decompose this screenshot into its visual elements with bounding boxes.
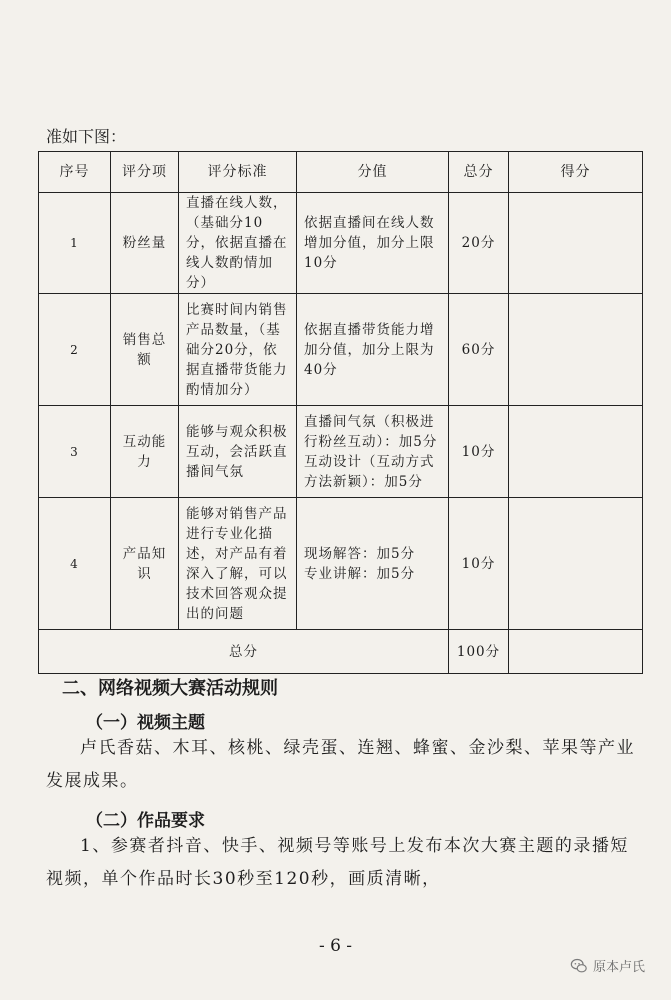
row-no: 4 <box>39 498 111 630</box>
row-no: 1 <box>39 193 111 294</box>
header-cell-score: 得分 <box>509 152 643 193</box>
row-total: 10分 <box>449 406 509 498</box>
row-item: 产品知识 <box>111 498 179 630</box>
requirements-paragraph: 1、参赛者抖音、快手、视频号等账号上发布本次大赛主题的录播短视频，单个作品时长30秒至120秒，画质清晰， <box>46 836 629 889</box>
row-total: 10分 <box>449 498 509 630</box>
subsection-heading-requirements: （二）作品要求 <box>86 811 205 831</box>
header-cell-total: 总分 <box>449 152 509 193</box>
watermark-text: 原本卢氏 <box>592 960 645 975</box>
row-score <box>509 294 643 406</box>
table-row <box>39 294 643 406</box>
row-criteria: 能够与观众积极互动，会活跃直播间气氛 <box>179 406 297 498</box>
row-criteria: 直播在线人数，（基础分10分，依据直播在线人数酌情加分） <box>179 193 297 294</box>
row-value: 直播间气氛（积极进行粉丝互动）：加5分 互动设计（互动方式方法新颖）：加5分 <box>297 406 449 498</box>
row-score <box>509 193 643 294</box>
watermark <box>570 956 645 975</box>
row-item: 互动能力 <box>111 406 179 498</box>
theme-paragraph: 卢氏香菇、木耳、核桃、绿壳蛋、连翘、蜂蜜、金沙梨、苹果等产业发展成果。 <box>46 738 635 791</box>
sum-total: 100分 <box>449 630 509 674</box>
row-no: 3 <box>39 406 111 498</box>
table-row <box>39 193 643 294</box>
wechat-icon <box>570 957 588 975</box>
row-item: 粉丝量 <box>111 193 179 294</box>
row-value: 现场解答：加5分 专业讲解：加5分 <box>297 498 449 630</box>
row-value: 依据直播带货能力增加分值，加分上限为40分 <box>297 294 449 406</box>
page-number: - 6 - <box>318 936 353 956</box>
table-row <box>39 498 643 630</box>
row-total: 60分 <box>449 294 509 406</box>
table-row <box>39 406 643 498</box>
subsection-heading-theme: （一）视频主题 <box>86 713 205 733</box>
sum-score <box>509 630 643 674</box>
table-header-row <box>39 152 643 193</box>
header-cell-item: 评分项 <box>111 152 179 193</box>
row-value: 依据直播间在线人数增加分值，加分上限10分 <box>297 193 449 294</box>
row-total: 20分 <box>449 193 509 294</box>
row-no: 2 <box>39 294 111 406</box>
section-heading: 二、网络视频大赛活动规则 <box>62 678 278 699</box>
table-sum-row <box>39 630 643 674</box>
header-cell-value: 分值 <box>297 152 449 193</box>
row-item: 销售总额 <box>111 294 179 406</box>
row-score <box>509 498 643 630</box>
intro-text: 准如下图： <box>46 127 127 146</box>
header-cell-no: 序号 <box>39 152 111 193</box>
sum-label: 总分 <box>39 630 449 674</box>
row-criteria: 比赛时间内销售产品数量，（基础分20分，依据直播带货能力酌情加分） <box>179 294 297 406</box>
scoring-table <box>38 151 643 674</box>
row-score <box>509 406 643 498</box>
row-criteria: 能够对销售产品进行专业化描述，对产品有着深入了解，可以技术回答观众提出的问题 <box>179 498 297 630</box>
header-cell-criteria: 评分标准 <box>179 152 297 193</box>
